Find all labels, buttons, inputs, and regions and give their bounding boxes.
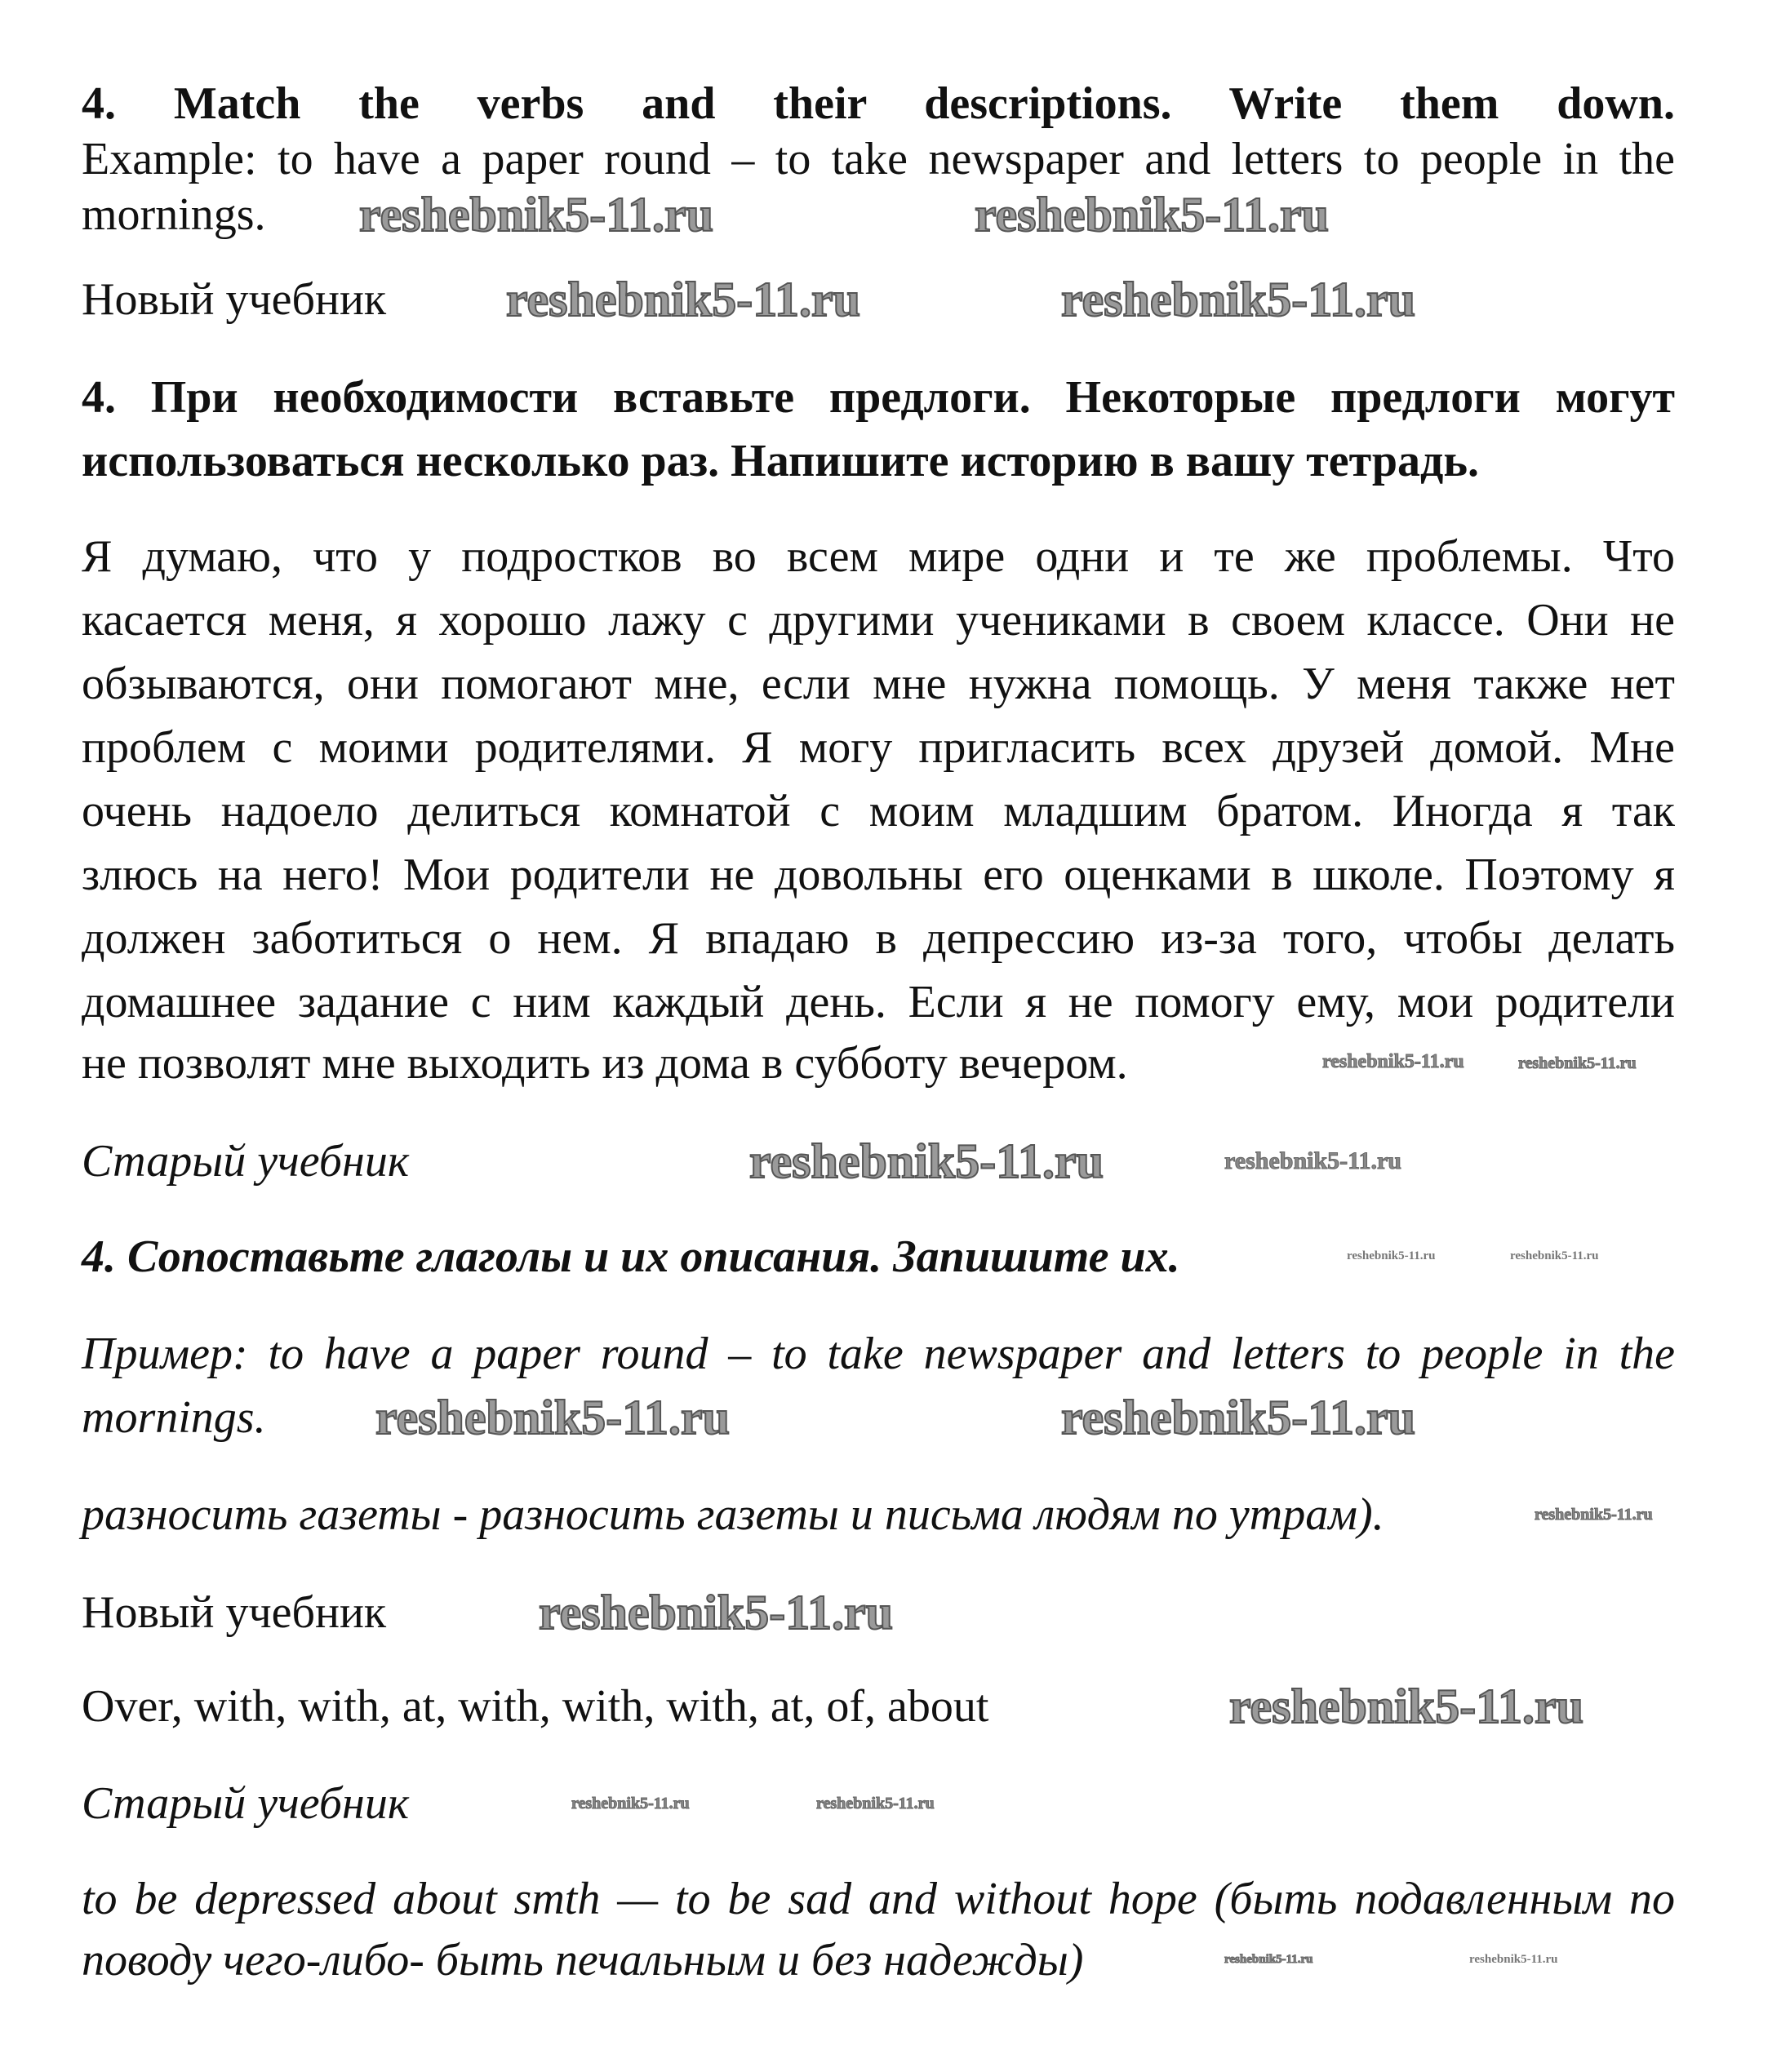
story-line: должен заботиться о нем. Я впадаю в депрессию из-за того, чтобы делать xyxy=(82,913,1675,964)
new-textbook-label: Новый учебник xyxy=(82,1587,387,1638)
old-textbook-label: Старый учебник xyxy=(82,1136,410,1187)
watermark: reshebnik5-11.ru xyxy=(1061,273,1415,326)
story-line: Я думаю, что у подростков во всем мире одни и те же проблемы. Что xyxy=(82,531,1675,582)
watermark: reshebnik5-11.ru xyxy=(749,1134,1104,1188)
story-line: проблем с моими родителями. Я могу пригласить всех друзей домой. Мне xyxy=(82,722,1675,773)
task-heading-ru-old: 4. Сопоставьте глаголы и их описания. Запишите их. xyxy=(82,1231,1180,1282)
task-heading-en: 4. Match the verbs and their descriptions. Write them down. xyxy=(82,78,1675,129)
new-textbook-label: Новый учебник xyxy=(82,274,387,325)
watermark: reshebnik5-11.ru xyxy=(1510,1249,1599,1262)
story-line: обзываются, они помогают мне, если мне нужна помощь. У меня также нет xyxy=(82,659,1675,709)
answer-new-textbook: Over, with, with, at, with, with, with, at, of, about xyxy=(82,1681,989,1732)
watermark: reshebnik5-11.ru xyxy=(1229,1679,1583,1733)
example-ru-line-2: mornings. xyxy=(82,1392,266,1443)
watermark: reshebnik5-11.ru xyxy=(375,1391,730,1444)
watermark: reshebnik5-11.ru xyxy=(1224,1147,1401,1174)
story-line: не позволят мне выходить из дома в субботу вечером. xyxy=(82,1038,1128,1089)
watermark: reshebnik5-11.ru xyxy=(359,188,713,242)
watermark: reshebnik5-11.ru xyxy=(975,188,1329,242)
answer-old-line-1: to be depressed about smth — to be sad and without hope (быть подавленным по xyxy=(82,1874,1675,1924)
story-line: домашнее задание с ним каждый день. Если я не помогу ему, мои родители xyxy=(82,977,1675,1027)
story-line: злюсь на него! Мои родители не довольны его оценками в школе. Поэтому я xyxy=(82,850,1675,900)
watermark: reshebnik5-11.ru xyxy=(1224,1953,1313,1966)
example-line-2: mornings. xyxy=(82,189,266,240)
watermark: reshebnik5-11.ru xyxy=(506,273,860,326)
watermark: reshebnik5-11.ru xyxy=(1347,1249,1436,1262)
example-translation: разносить газеты - разносить газеты и письма людям по утрам). xyxy=(82,1489,1384,1540)
task-heading-ru-line-1: 4. При необходимости вставьте предлоги. Некоторые предлоги могут xyxy=(82,372,1675,423)
watermark: reshebnik5-11.ru xyxy=(571,1795,690,1812)
story-line: очень надоело делиться комнатой с моим младшим братом. Иногда я так xyxy=(82,786,1675,836)
example-line-1: Example: to have a paper round – to take newspaper and letters to people in the xyxy=(82,134,1675,184)
watermark: reshebnik5-11.ru xyxy=(1469,1953,1558,1966)
old-textbook-label: Старый учебник xyxy=(82,1778,410,1829)
example-ru-line-1: Пример: to have a paper round – to take newspaper and letters to people in the xyxy=(82,1329,1675,1379)
watermark: reshebnik5-11.ru xyxy=(1061,1391,1415,1444)
watermark: reshebnik5-11.ru xyxy=(539,1586,893,1639)
watermark: reshebnik5-11.ru xyxy=(1518,1054,1637,1072)
story-line: касается меня, я хорошо лажу с другими учениками в своем классе. Они не xyxy=(82,595,1675,646)
watermark: reshebnik5-11.ru xyxy=(816,1795,935,1812)
task-heading-ru-line-2: использоваться несколько раз. Напишите историю в вашу тетрадь. xyxy=(82,436,1479,486)
watermark: reshebnik5-11.ru xyxy=(1322,1051,1464,1072)
answer-old-line-2: поводу чего-либо- быть печальным и без надежды) xyxy=(82,1935,1084,1985)
watermark: reshebnik5-11.ru xyxy=(1535,1506,1653,1524)
